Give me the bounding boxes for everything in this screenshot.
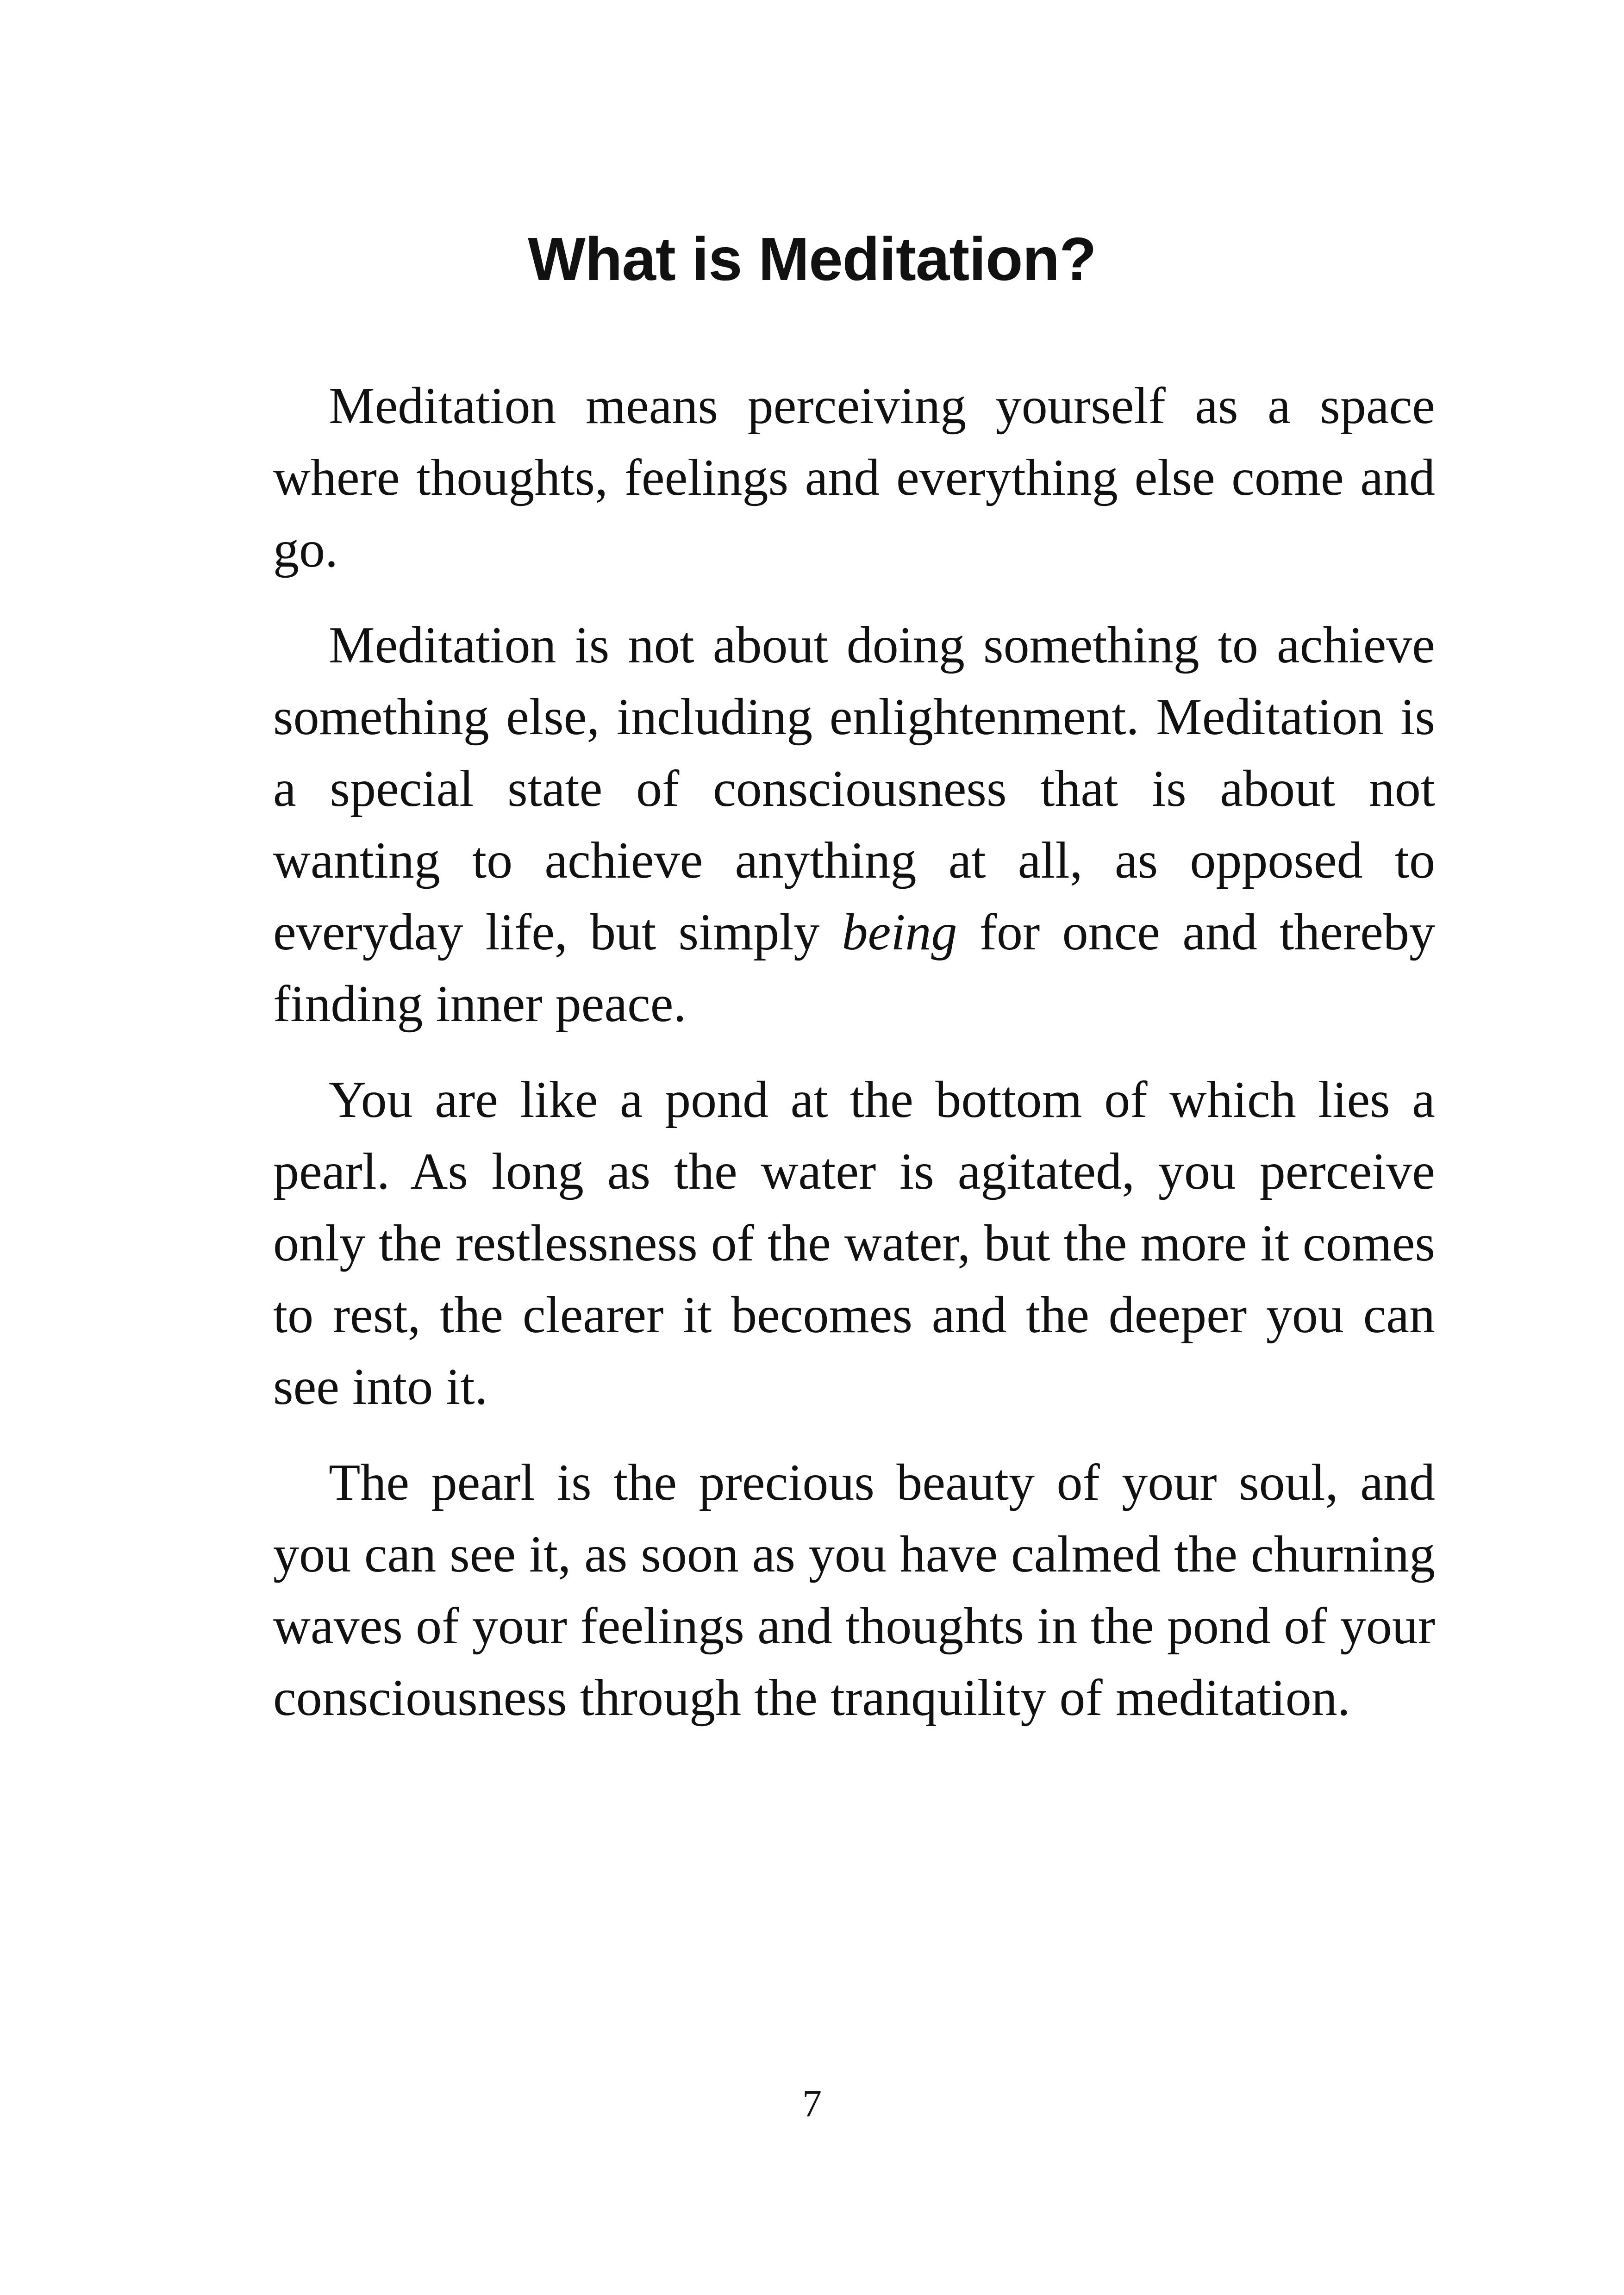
paragraph-2-emphasis: being [842, 904, 957, 961]
paragraph-3: You are like a pond at the bottom of which lies a pearl. As long as the water is agitated, you perceive only the restlessness of the water, but the more it comes to rest, the clearer it becomes and the deeper you can see into it. [273, 1071, 1435, 1416]
page-title: What is Meditation? [528, 225, 1096, 293]
paragraph-2-text-start: Meditation is not about doing something to achieve something else, including enlightenment. Meditation is a special state of consciousness that is about not wanting to achieve anything at all, as opposed to everyday life, but simply [273, 617, 1435, 961]
body-text [273, 370, 1435, 1758]
paragraph-2-text-end: for once and thereby finding inner peace. [273, 904, 1435, 1033]
page-number: 7 [802, 2082, 822, 2125]
paragraph-1: Meditation means perceiving yourself as a space where thoughts, feelings and everything else come and go. [273, 377, 1435, 578]
paragraph-4: The pearl is the precious beauty of your soul, and you can see it, as soon as you have calmed the churning waves of your feelings and thoughts in the pond of your consciousness through the tranquility of meditation. [273, 1454, 1435, 1727]
paragraph-2 [273, 610, 1435, 1040]
